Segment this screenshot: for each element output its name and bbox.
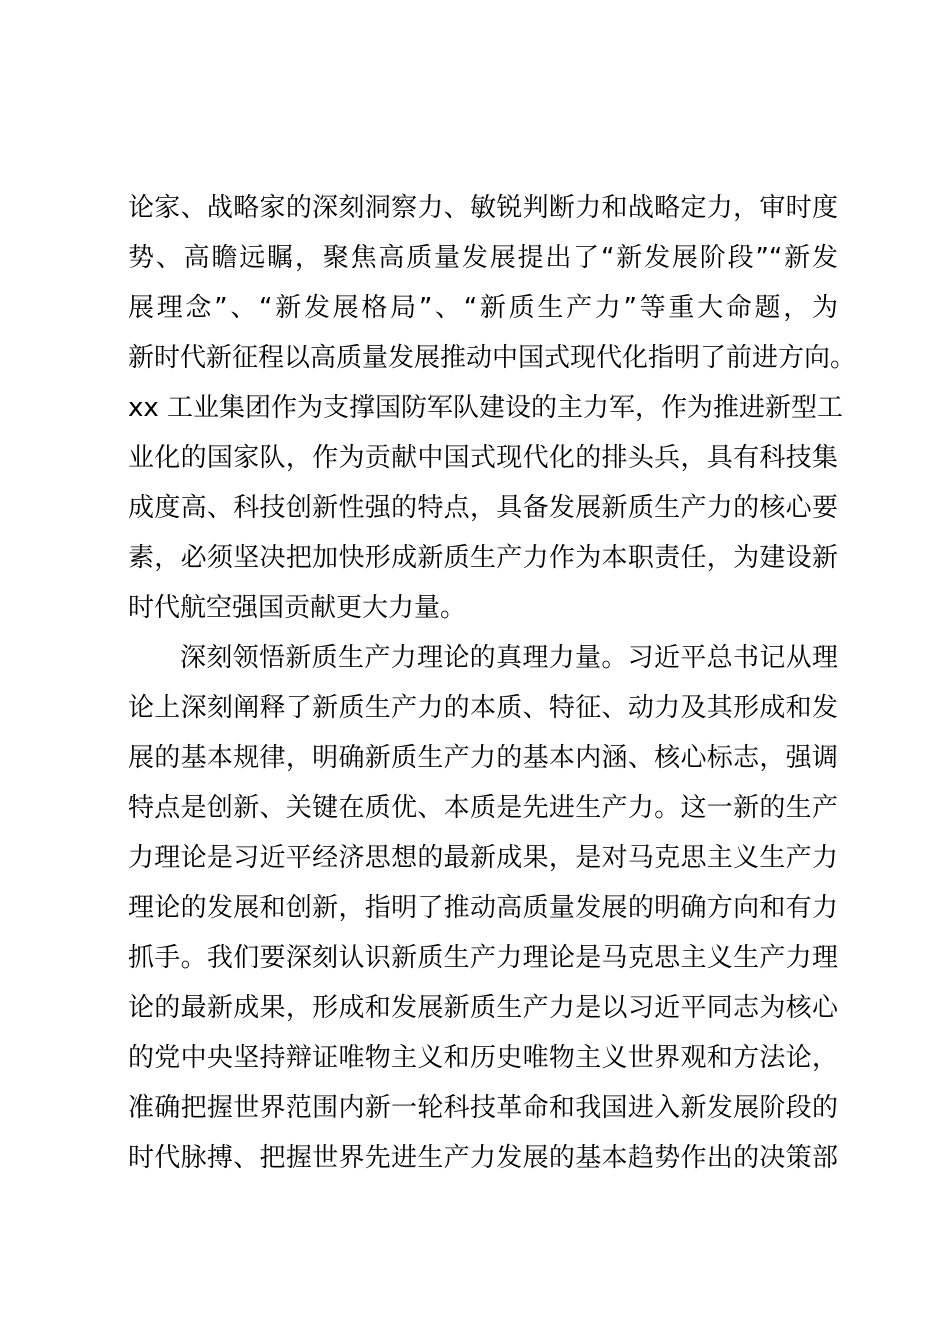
- text-line: 展理念”、“新发展格局”、“新质生产力”等重大命题，为: [128, 293, 838, 323]
- text-line: 时代航空强国贡献更大力量。: [128, 593, 467, 623]
- text-line: 势、高瞻远瞩，聚焦高质量发展提出了“新发展阶段”“新发: [128, 243, 838, 273]
- text-line: 时代脉搏、把握世界先进生产力发展的基本趋势作出的决策部: [128, 1143, 838, 1173]
- text-line: 成度高、科技创新性强的特点，具备发展新质生产力的核心要: [128, 493, 838, 523]
- text-line: 抓手。我们要深刻认识新质生产力理论是马克思主义生产力理: [128, 943, 838, 973]
- text-line: 深刻领悟新质生产力理论的真理力量。习近平总书记从理: [180, 643, 838, 673]
- text-line: 素，必须坚决把加快形成新质生产力作为本职责任，为建设新: [128, 543, 838, 573]
- text-line: 论上深刻阐释了新质生产力的本质、特征、动力及其形成和发: [128, 693, 838, 723]
- text-line: 特点是创新、关键在质优、本质是先进生产力。这一新的生产: [128, 793, 838, 823]
- text-line: 力理论是习近平经济思想的最新成果，是对马克思主义生产力: [128, 843, 838, 873]
- text-line: 新时代新征程以高质量发展推动中国式现代化指明了前进方向。: [128, 343, 857, 373]
- text-line: 理论的发展和创新，指明了推动高质量发展的明确方向和有力: [128, 893, 838, 923]
- text-line: 展的基本规律，明确新质生产力的基本内涵、核心标志，强调: [128, 743, 838, 773]
- text-line: xx 工业集团作为支撑国防军队建设的主力军，作为推进新型工: [128, 393, 844, 423]
- text-line: 的党中央坚持辩证唯物主义和历史唯物主义世界观和方法论，: [128, 1043, 838, 1073]
- text-line: 准确把握世界范围内新一轮科技革命和我国进入新发展阶段的: [128, 1093, 838, 1123]
- paragraph-2: [128, 633, 838, 1183]
- paragraph-1: [128, 183, 857, 633]
- text-line: 论家、战略家的深刻洞察力、敏锐判断力和战略定力，审时度: [128, 193, 838, 223]
- body-text: [128, 183, 857, 1183]
- text-line: 业化的国家队，作为贡献中国式现代化的排头兵，具有科技集: [128, 443, 838, 473]
- text-line: 论的最新成果，形成和发展新质生产力是以习近平同志为核心: [128, 993, 838, 1023]
